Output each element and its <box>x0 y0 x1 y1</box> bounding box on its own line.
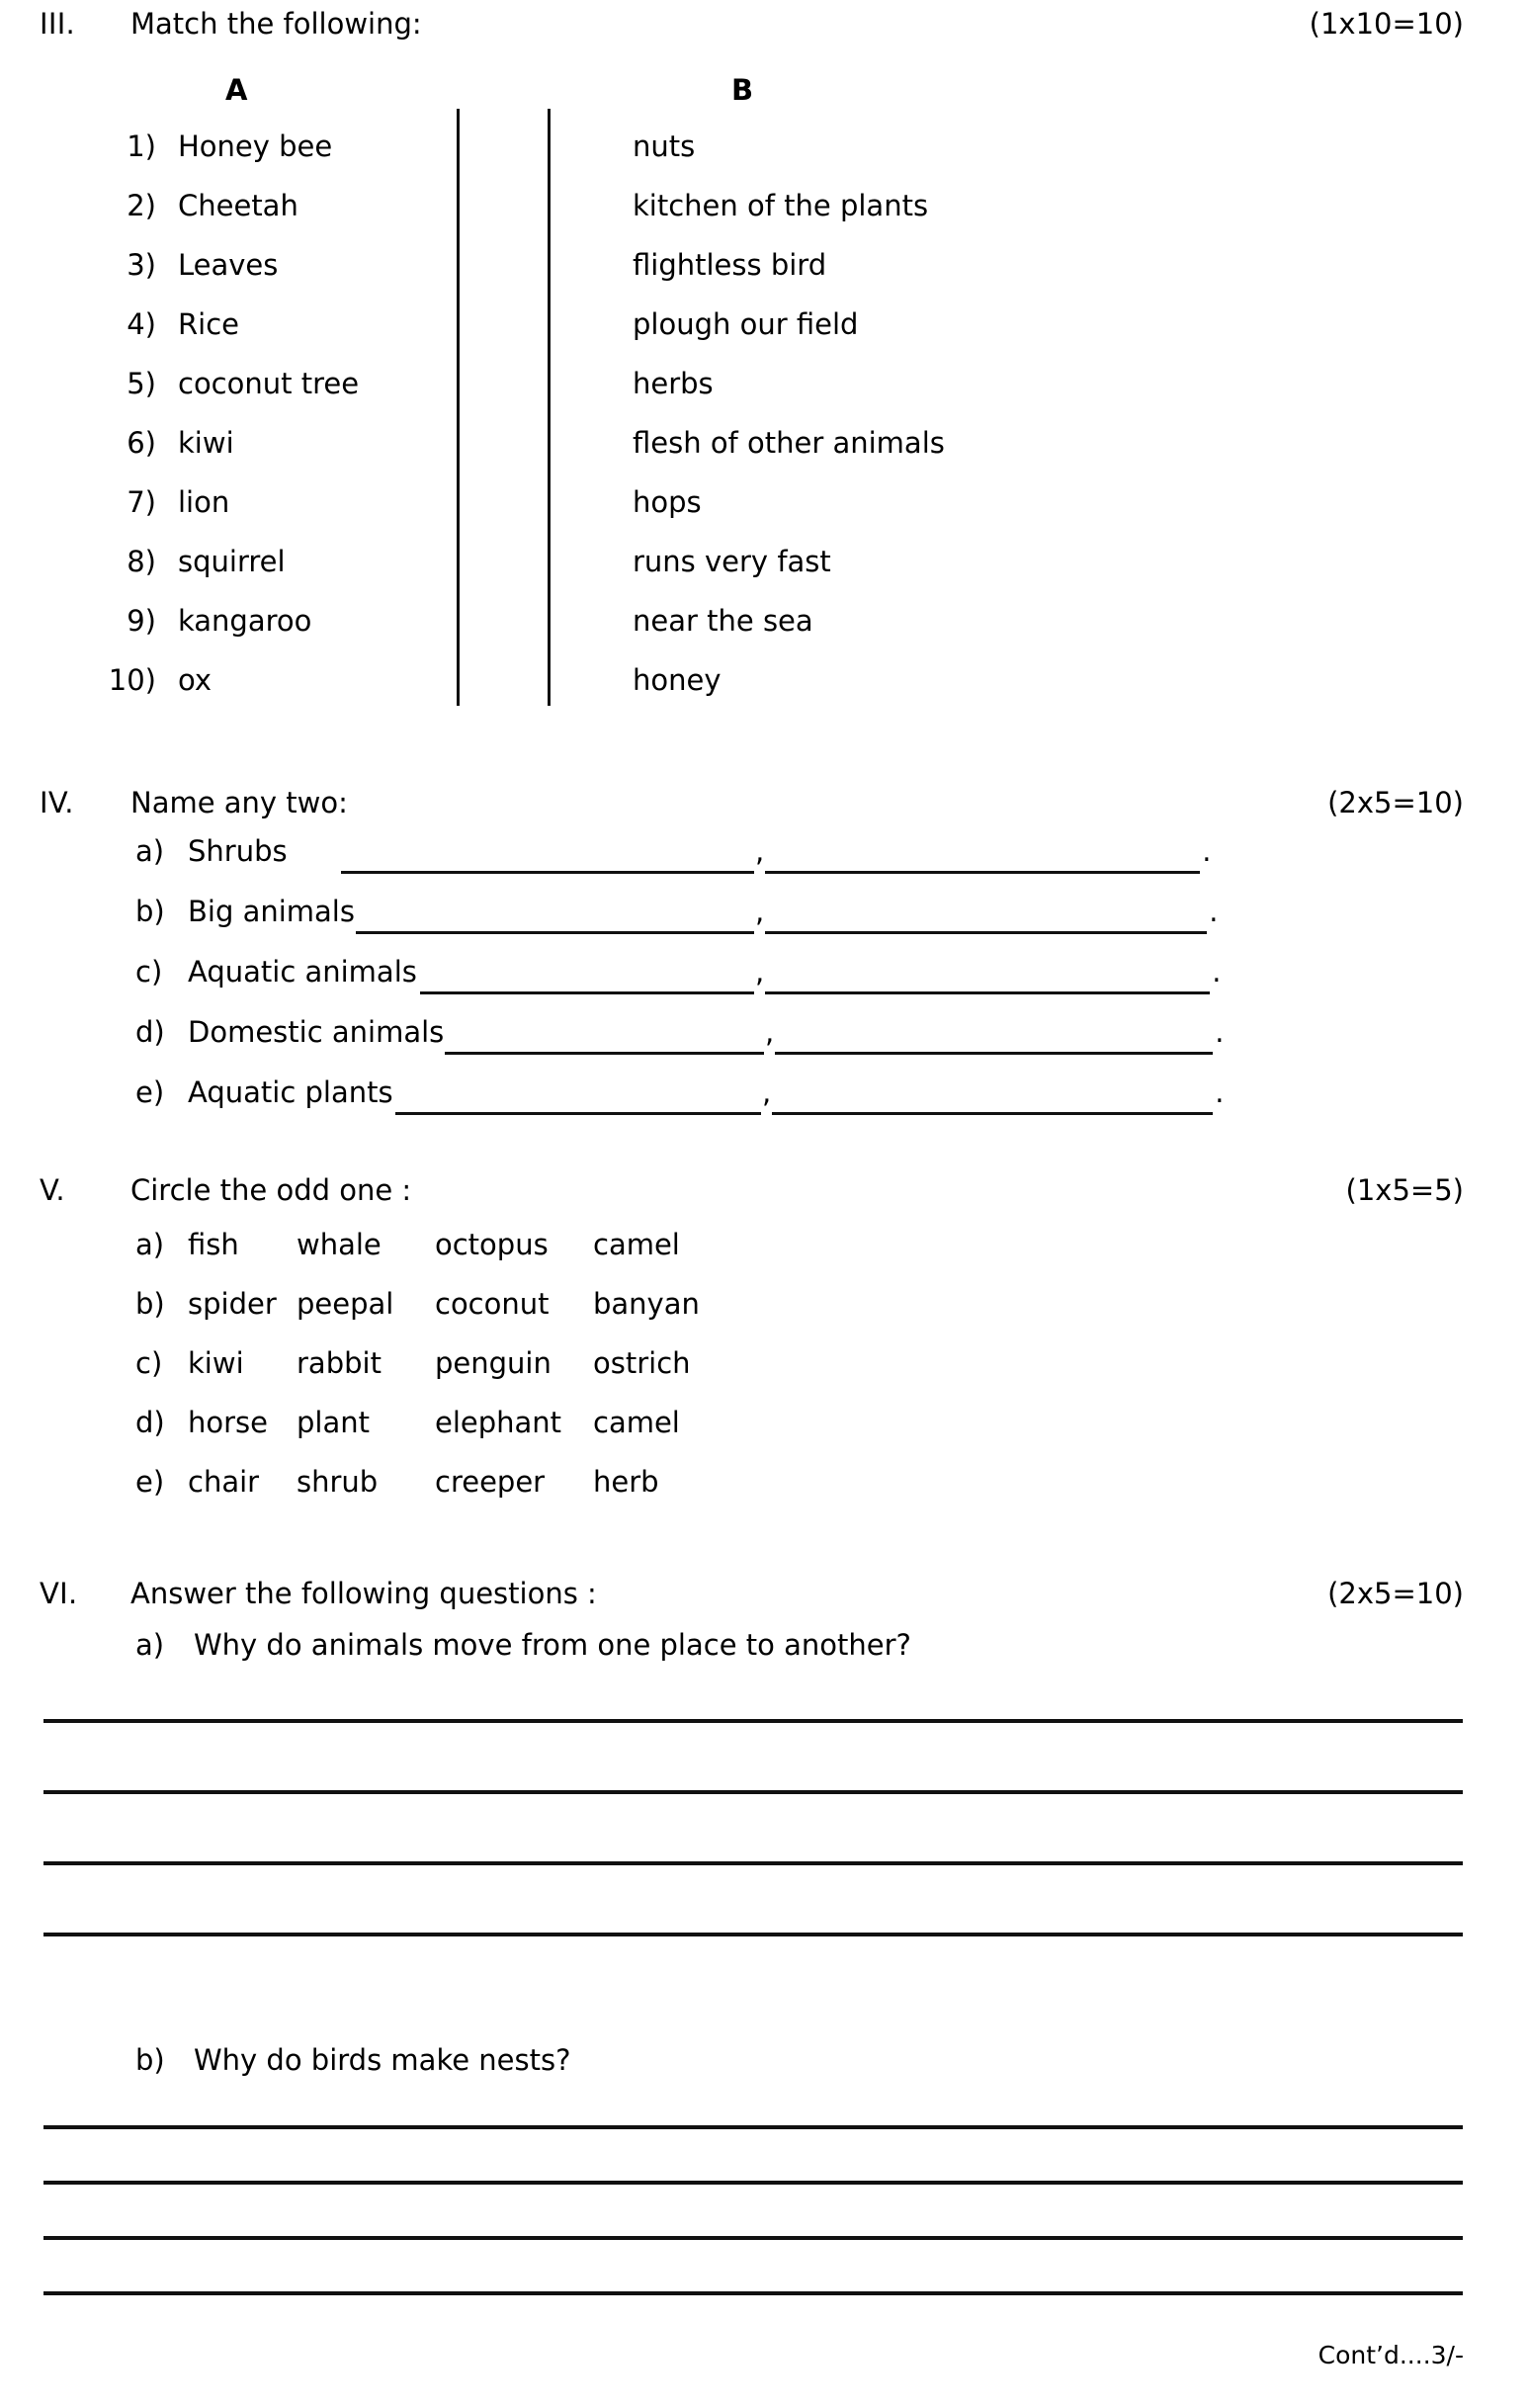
question-b <box>0 2036 1529 2086</box>
item-label: Aquatic plants <box>188 1075 393 1109</box>
match-item-right[interactable]: flesh of other animals <box>633 426 945 460</box>
section-iv-roman: IV. <box>40 786 74 819</box>
odd-option-4[interactable]: ostrich <box>593 1346 691 1380</box>
answer-blank-second[interactable] <box>765 896 1207 934</box>
odd-option-4[interactable]: camel <box>593 1228 680 1261</box>
match-number: 8) <box>127 545 156 578</box>
answer-blank[interactable] <box>341 828 1211 874</box>
blank-terminator: . <box>1215 1015 1225 1049</box>
blank-separator: , <box>755 955 765 989</box>
odd-option-1[interactable]: kiwi <box>188 1346 244 1380</box>
match-number: 2) <box>127 189 156 222</box>
answer-line[interactable] <box>43 1790 1463 1794</box>
answer-line[interactable] <box>43 2125 1463 2129</box>
odd-option-3[interactable]: penguin <box>435 1346 552 1380</box>
match-item-left[interactable]: kangaroo <box>178 604 312 638</box>
section-iii-roman: III. <box>40 7 76 41</box>
blank-separator: , <box>765 1015 775 1049</box>
item-letter: d) <box>135 1406 165 1439</box>
match-item-left[interactable]: Leaves <box>178 248 279 282</box>
match-item-left[interactable]: squirrel <box>178 545 286 578</box>
column-a-header: A <box>225 73 248 107</box>
name-any-two-rows <box>0 828 1529 1130</box>
answer-line[interactable] <box>43 2291 1463 2295</box>
match-number: 10) <box>108 663 156 697</box>
match-number: 7) <box>127 485 156 519</box>
item-label: Big animals <box>188 895 355 928</box>
question-text: Why do birds make nests? <box>194 2043 571 2077</box>
column-b-header: B <box>731 73 754 107</box>
item-letter: a) <box>135 1228 165 1261</box>
odd-option-4[interactable]: herb <box>593 1465 659 1499</box>
item-letter: c) <box>135 1346 163 1380</box>
question-letter: a) <box>135 1628 165 1662</box>
odd-option-2[interactable]: plant <box>297 1406 370 1439</box>
table-row <box>0 125 1529 184</box>
odd-option-3[interactable]: creeper <box>435 1465 546 1499</box>
table-row <box>0 421 1529 480</box>
answer-line[interactable] <box>43 2181 1463 2185</box>
odd-option-1[interactable]: spider <box>188 1287 277 1321</box>
match-item-right[interactable]: nuts <box>633 129 696 163</box>
match-item-right[interactable]: hops <box>633 485 702 519</box>
question-letter: b) <box>135 2043 165 2077</box>
answer-blank[interactable] <box>445 1009 1224 1055</box>
table-row <box>0 658 1529 718</box>
table-row <box>0 243 1529 302</box>
item-label: Shrubs <box>188 834 288 868</box>
list-item <box>0 828 1529 889</box>
section-iii-title: Match the following: <box>130 7 422 41</box>
list-item <box>0 1400 1529 1459</box>
section-iii-marks: (1x10=10) <box>1309 7 1464 41</box>
section-vi-title: Answer the following questions : <box>130 1577 597 1610</box>
answer-blank-second[interactable] <box>772 1076 1213 1115</box>
answer-blank-first[interactable] <box>341 835 754 874</box>
blank-separator: , <box>762 1075 772 1109</box>
blank-terminator: . <box>1212 955 1222 989</box>
answer-line[interactable] <box>43 1719 1463 1723</box>
table-row <box>0 184 1529 243</box>
answer-blank-second[interactable] <box>765 956 1210 994</box>
item-label: Domestic animals <box>188 1015 445 1049</box>
answer-blank-first[interactable] <box>356 896 754 934</box>
section-iv-header <box>0 781 1529 826</box>
section-v-header <box>0 1168 1529 1214</box>
odd-option-2[interactable]: peepal <box>297 1287 394 1321</box>
odd-option-3[interactable]: coconut <box>435 1287 550 1321</box>
match-item-right[interactable]: plough our field <box>633 307 859 341</box>
match-item-right[interactable]: flightless bird <box>633 248 827 282</box>
answer-blank-first[interactable] <box>420 956 754 994</box>
list-item <box>0 1222 1529 1281</box>
section-iv-marks: (2x5=10) <box>1327 786 1464 819</box>
match-item-left[interactable]: Cheetah <box>178 189 298 222</box>
odd-option-3[interactable]: elephant <box>435 1406 562 1439</box>
item-letter: e) <box>135 1075 165 1109</box>
odd-option-2[interactable]: rabbit <box>297 1346 382 1380</box>
odd-option-2[interactable]: whale <box>297 1228 382 1261</box>
list-item <box>0 1459 1529 1518</box>
list-item <box>0 949 1529 1009</box>
section-vi-header <box>0 1572 1529 1617</box>
section-iii-header <box>0 2 1529 47</box>
answer-line[interactable] <box>43 1933 1463 1936</box>
continued-footer: Cont’d....3/- <box>1317 2341 1464 2369</box>
odd-option-1[interactable]: fish <box>188 1228 239 1261</box>
match-item-left[interactable]: lion <box>178 485 230 519</box>
odd-option-4[interactable]: banyan <box>593 1287 700 1321</box>
table-row <box>0 599 1529 658</box>
match-item-left[interactable]: Rice <box>178 307 239 341</box>
match-item-right[interactable]: honey <box>633 663 722 697</box>
item-letter: e) <box>135 1465 165 1499</box>
match-number: 9) <box>127 604 156 638</box>
match-number: 5) <box>127 367 156 400</box>
answer-blank-first[interactable] <box>395 1076 761 1115</box>
match-item-left[interactable]: coconut tree <box>178 367 360 400</box>
section-v-roman: V. <box>40 1173 65 1207</box>
question-text: Why do animals move from one place to another? <box>194 1628 911 1662</box>
section-v-title: Circle the odd one : <box>130 1173 412 1207</box>
circle-odd-one-rows <box>0 1222 1529 1518</box>
table-row <box>0 540 1529 599</box>
match-item-right[interactable]: kitchen of the plants <box>633 189 929 222</box>
answer-line[interactable] <box>43 2236 1463 2240</box>
item-letter: b) <box>135 1287 165 1321</box>
answer-blank-second[interactable] <box>765 835 1200 874</box>
odd-option-4[interactable]: camel <box>593 1406 680 1439</box>
blank-separator: , <box>755 834 765 868</box>
section-vi-roman: VI. <box>40 1577 78 1610</box>
item-letter: a) <box>135 834 165 868</box>
table-row <box>0 480 1529 540</box>
blank-terminator: . <box>1215 1075 1225 1109</box>
table-row <box>0 302 1529 362</box>
item-letter: c) <box>135 955 163 989</box>
item-letter: d) <box>135 1015 165 1049</box>
section-iv-title: Name any two: <box>130 786 348 819</box>
blank-terminator: . <box>1209 895 1219 928</box>
odd-option-3[interactable]: octopus <box>435 1228 549 1261</box>
answer-line[interactable] <box>43 1861 1463 1865</box>
match-item-right[interactable]: near the sea <box>633 604 813 638</box>
list-item <box>0 1009 1529 1070</box>
list-item <box>0 889 1529 949</box>
list-item <box>0 1340 1529 1400</box>
question-a <box>0 1621 1529 1671</box>
match-number: 6) <box>127 426 156 460</box>
list-item <box>0 1070 1529 1130</box>
odd-option-1[interactable]: chair <box>188 1465 260 1499</box>
answer-blank[interactable] <box>356 889 1218 934</box>
match-item-right[interactable]: herbs <box>633 367 714 400</box>
match-item-right[interactable]: runs very fast <box>633 545 831 578</box>
section-vi-marks: (2x5=10) <box>1327 1577 1464 1610</box>
blank-terminator: . <box>1202 834 1212 868</box>
match-rows <box>0 125 1529 718</box>
item-label: Aquatic animals <box>188 955 417 989</box>
odd-option-2[interactable]: shrub <box>297 1465 379 1499</box>
answer-blank[interactable] <box>420 949 1221 994</box>
match-number: 1) <box>127 129 156 163</box>
list-item <box>0 1281 1529 1340</box>
match-number: 4) <box>127 307 156 341</box>
match-item-left[interactable]: Honey bee <box>178 129 333 163</box>
blank-separator: , <box>755 895 765 928</box>
item-letter: b) <box>135 895 165 928</box>
answer-blank-first[interactable] <box>445 1016 764 1055</box>
match-item-left[interactable]: ox <box>178 663 212 697</box>
match-number: 3) <box>127 248 156 282</box>
answer-blank-second[interactable] <box>775 1016 1213 1055</box>
answer-blank[interactable] <box>395 1070 1224 1115</box>
match-item-left[interactable]: kiwi <box>178 426 234 460</box>
odd-option-1[interactable]: horse <box>188 1406 268 1439</box>
table-row <box>0 362 1529 421</box>
section-v-marks: (1x5=5) <box>1345 1173 1464 1207</box>
